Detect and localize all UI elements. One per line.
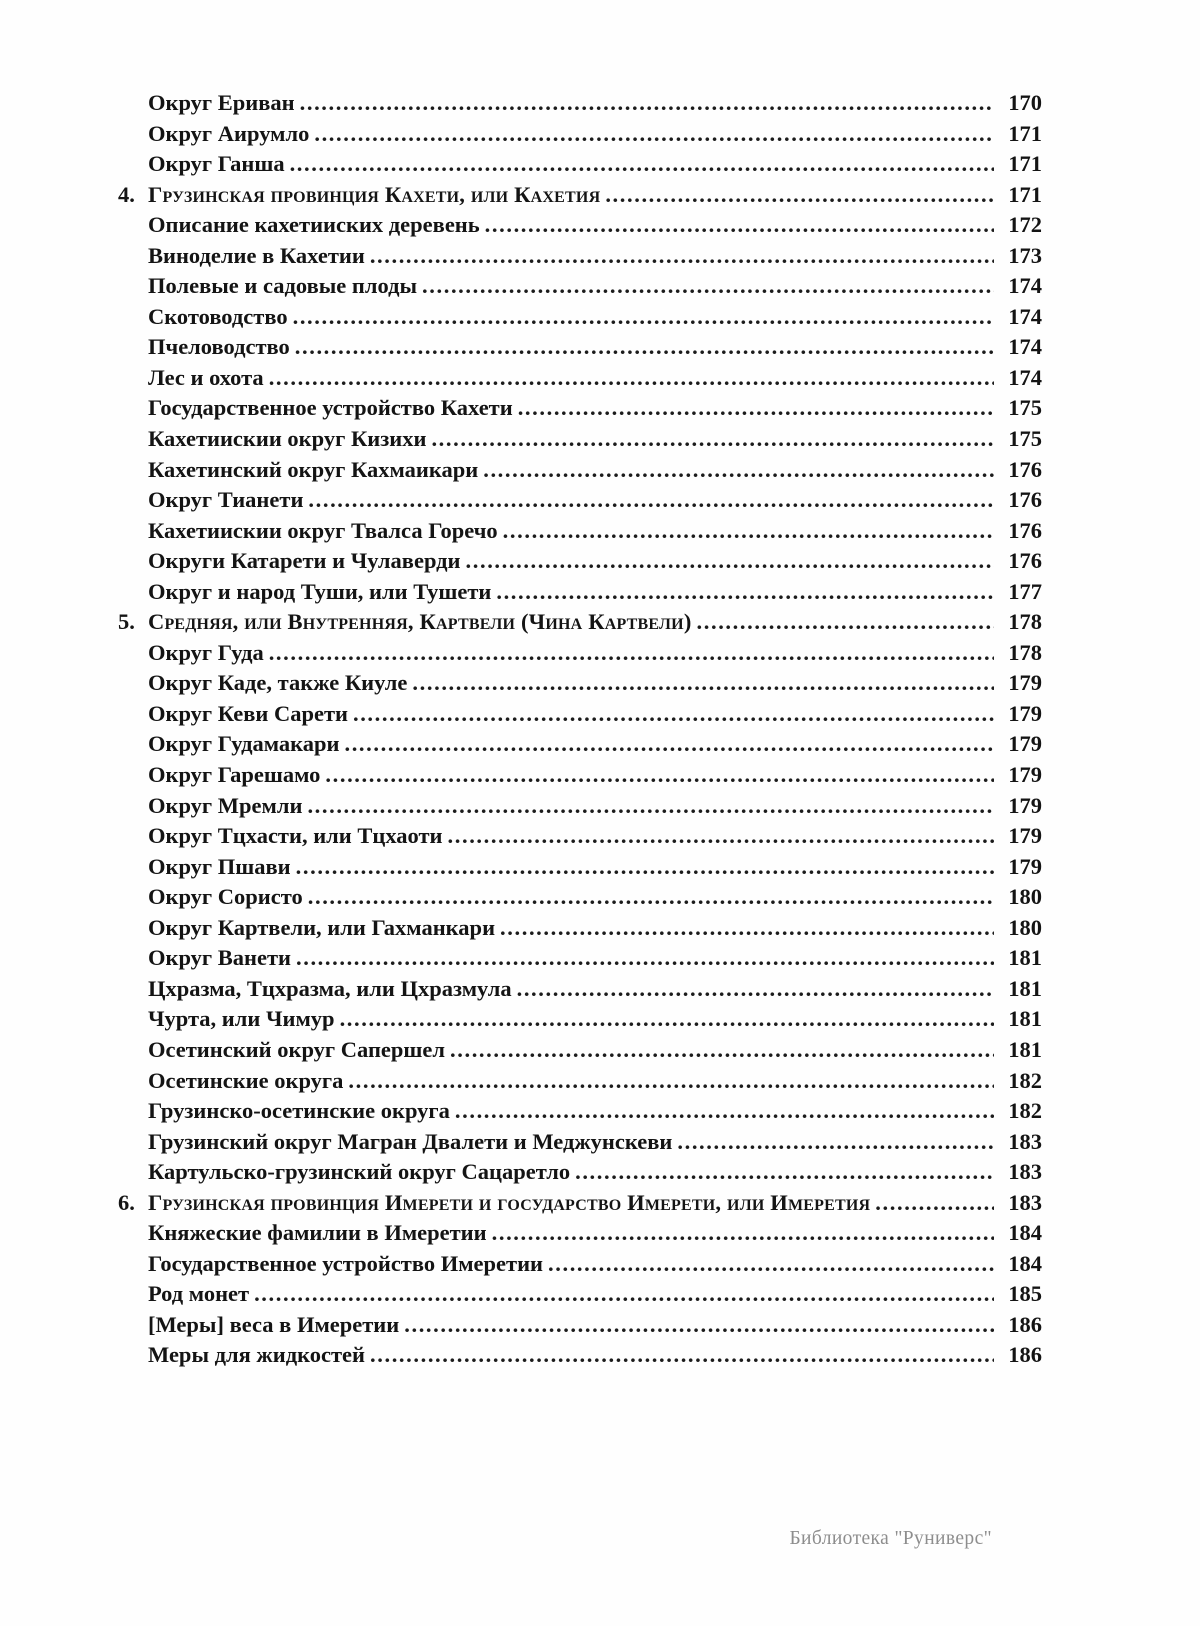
library-watermark: Библиотека "Руниверс": [789, 1528, 992, 1549]
dot-leader: [697, 609, 994, 635]
dot-leader: [404, 1312, 994, 1338]
dot-leader: [293, 304, 994, 330]
toc-entry-title: Осетинский округ Сапершел: [148, 1036, 446, 1062]
toc-entry-page: 184: [1008, 1220, 1042, 1246]
dot-leader: [296, 945, 994, 971]
dot-leader: [448, 823, 994, 849]
dot-leader: [295, 334, 994, 360]
toc-entry: [118, 365, 1042, 396]
toc-entry-page: 182: [1008, 1098, 1042, 1124]
toc-entry-page: 176: [1008, 487, 1042, 513]
toc-entry: [118, 731, 1042, 762]
toc-entry-page: 172: [1008, 212, 1042, 238]
toc-entry: [118, 1037, 1042, 1068]
toc-entry: [118, 334, 1042, 365]
toc-entry: [118, 640, 1042, 671]
toc-entry: [118, 1068, 1042, 1099]
toc-entry-page: 183: [1008, 1189, 1042, 1215]
toc-entry: [118, 1281, 1042, 1312]
toc-entry-page: 179: [1008, 762, 1042, 788]
toc-entry: [118, 1006, 1042, 1037]
toc-entry: [118, 426, 1042, 457]
toc-entry-page: 181: [1008, 945, 1042, 971]
toc-entry: [118, 151, 1042, 182]
toc-entry: [118, 273, 1042, 304]
dot-leader: [485, 212, 994, 238]
dot-leader: [518, 395, 994, 421]
toc-entry: [118, 670, 1042, 701]
dot-leader: [340, 1006, 994, 1032]
toc-entry-title: Государственное устройство Имеретии: [148, 1250, 544, 1276]
dot-leader: [412, 670, 994, 696]
dot-leader: [370, 243, 994, 269]
toc-entry-page: 176: [1008, 548, 1042, 574]
toc-entry: [118, 823, 1042, 854]
toc-entry-title: Округ Мремли: [148, 792, 303, 818]
toc-entry: [118, 579, 1042, 610]
toc-entry-page: 175: [1008, 426, 1042, 452]
toc-entry: [118, 701, 1042, 732]
toc-entry-title: Государственное устройство Кахети: [148, 395, 513, 421]
toc-entry: [118, 182, 1042, 213]
toc-entry: [118, 793, 1042, 824]
toc-entry-page: 173: [1008, 242, 1042, 268]
dot-leader: [466, 548, 994, 574]
toc-entry-title: Округ Ганша: [148, 151, 285, 177]
toc-entry-page: 174: [1008, 364, 1042, 390]
toc-entry-title: Средняя, или Внутренняя, Картвели (Чина Картвели): [148, 609, 692, 635]
toc-entry-page: 174: [1008, 334, 1042, 360]
toc-entry-page: 180: [1008, 914, 1042, 940]
toc-entry-page: 185: [1008, 1281, 1042, 1307]
toc-entry: [118, 1159, 1042, 1190]
toc-entry-page: 175: [1008, 395, 1042, 421]
toc-entry: [118, 945, 1042, 976]
toc-entry-title: Грузинский округ Магран Двалети и Меджунскеви: [148, 1128, 673, 1154]
toc-entry: [118, 1312, 1042, 1343]
toc-entry-title: Княжеские фамилии в Имеретии: [148, 1220, 487, 1246]
toc-entry-page: 182: [1008, 1067, 1042, 1093]
toc-entry-page: 179: [1008, 731, 1042, 757]
toc-entry-page: 186: [1008, 1342, 1042, 1368]
toc-entry-page: 179: [1008, 700, 1042, 726]
dot-leader: [325, 762, 994, 788]
toc-entry-title: [Меры] веса в Имеретии: [148, 1311, 400, 1337]
dot-leader: [455, 1098, 994, 1124]
toc-entry: [118, 548, 1042, 579]
toc-entry-title: Округ Каде, также Киуле: [148, 670, 408, 696]
dot-leader: [296, 854, 994, 880]
toc-entry-title: Округ Ериван: [148, 90, 295, 115]
toc-entry-page: 171: [1008, 120, 1042, 146]
toc-entry-number: 6.: [118, 1189, 135, 1215]
toc-entry-page: 184: [1008, 1250, 1042, 1276]
toc-entry-page: 176: [1008, 456, 1042, 482]
toc-entry: [118, 457, 1042, 488]
toc-entry: [118, 609, 1042, 640]
toc-entry-page: 174: [1008, 273, 1042, 299]
toc-entry-title: Грузинско-осетинские округа: [148, 1098, 450, 1124]
toc-entry-page: 186: [1008, 1311, 1042, 1337]
toc-entry-title: Округ Гудамакари: [148, 731, 340, 757]
toc-entry-page: 176: [1008, 517, 1042, 543]
dot-leader: [677, 1129, 994, 1155]
dot-leader: [483, 457, 994, 483]
toc-entry: [118, 1220, 1042, 1251]
dot-leader: [344, 731, 994, 757]
dot-leader: [308, 884, 994, 910]
toc-entry: [118, 1251, 1042, 1282]
toc-entry-title: Цхразма, Тцхразма, или Цхразмула: [148, 975, 512, 1001]
toc-entry-title: Кахетиискии округ Кизихи: [148, 426, 427, 452]
toc-entry-page: 178: [1008, 609, 1042, 635]
toc-entry-page: 171: [1008, 181, 1042, 207]
toc-entry-title: Кахетинский округ Кахмаикари: [148, 456, 479, 482]
dot-leader: [348, 1068, 994, 1094]
toc-entry-title: Округи Катарети и Чулаверди: [148, 548, 461, 574]
dot-leader: [500, 915, 994, 941]
dot-leader: [290, 151, 994, 177]
table-of-contents: [118, 90, 1042, 1373]
toc-entry-page: 179: [1008, 853, 1042, 879]
toc-entry-title: Картульско-грузинский округ Сацаретло: [148, 1159, 571, 1185]
toc-entry-title: Округ и народ Туши, или Тушети: [148, 578, 492, 604]
toc-entry-title: Кахетиискии округ Твалса Горечо: [148, 517, 498, 543]
dot-leader: [875, 1190, 994, 1216]
toc-entry-title: Меры для жидкостей: [148, 1342, 366, 1368]
toc-entry-number: 4.: [118, 181, 135, 207]
toc-entry-title: Виноделие в Кахетии: [148, 242, 365, 268]
dot-leader: [492, 1220, 994, 1246]
toc-entry-title: Округ Аирумло: [148, 120, 310, 146]
dot-leader: [300, 90, 994, 116]
toc-entry: [118, 884, 1042, 915]
toc-entry-number: 5.: [118, 609, 135, 635]
dot-leader: [548, 1251, 994, 1277]
toc-entry-page: 183: [1008, 1128, 1042, 1154]
toc-entry-page: 181: [1008, 1006, 1042, 1032]
toc-entry-title: Род монет: [148, 1281, 250, 1307]
dot-leader: [307, 793, 994, 819]
toc-entry-title: Округ Тианети: [148, 487, 304, 513]
dot-leader: [575, 1159, 994, 1185]
toc-entry-title: Округ Картвели, или Гахманкари: [148, 914, 496, 940]
toc-entry-page: 179: [1008, 792, 1042, 818]
toc-entry: [118, 1129, 1042, 1160]
dot-leader: [370, 1342, 994, 1368]
toc-entry-title: Округ Гуда: [148, 639, 264, 665]
dot-leader: [353, 701, 994, 727]
toc-entry-page: 171: [1008, 151, 1042, 177]
toc-entry: [118, 915, 1042, 946]
toc-entry: [118, 1342, 1042, 1373]
dot-leader: [503, 518, 994, 544]
toc-entry-title: Скотоводство: [148, 303, 288, 329]
toc-entry: [118, 518, 1042, 549]
toc-entry-title: Грузинская провинция Кахети, или Кахетия: [148, 181, 601, 207]
toc-entry-title: Округ Тцхасти, или Тцхаоти: [148, 823, 443, 849]
dot-leader: [269, 365, 994, 391]
dot-leader: [254, 1281, 994, 1307]
toc-entry: [118, 487, 1042, 518]
dot-leader: [308, 487, 994, 513]
dot-leader: [496, 579, 994, 605]
toc-entry: [118, 212, 1042, 243]
toc-entry: [118, 243, 1042, 274]
toc-entry: [118, 121, 1042, 152]
toc-entry: [118, 1190, 1042, 1221]
toc-entry: [118, 976, 1042, 1007]
toc-entry-page: 181: [1008, 975, 1042, 1001]
toc-entry-page: 183: [1008, 1159, 1042, 1185]
toc-entry-page: 179: [1008, 823, 1042, 849]
toc-entry: [118, 762, 1042, 793]
toc-entry-title: Пчеловодство: [148, 334, 290, 360]
toc-entry: [118, 1098, 1042, 1129]
dot-leader: [431, 426, 994, 452]
toc-entry-page: 181: [1008, 1036, 1042, 1062]
toc-entry-page: 178: [1008, 639, 1042, 665]
dot-leader: [314, 121, 994, 147]
toc-entry-title: Округ Пшави: [148, 853, 291, 879]
toc-entry: [118, 90, 1042, 121]
dot-leader: [450, 1037, 994, 1063]
toc-entry-page: 179: [1008, 670, 1042, 696]
toc-entry: [118, 395, 1042, 426]
toc-entry-page: 174: [1008, 303, 1042, 329]
toc-entry-title: Описание кахетииских деревень: [148, 212, 480, 238]
toc-entry-title: Лес и охота: [148, 364, 264, 390]
toc-entry-page: 180: [1008, 884, 1042, 910]
toc-entry: [118, 304, 1042, 335]
toc-entry-title: Округ Кеви Сарети: [148, 700, 348, 726]
toc-entry: [118, 854, 1042, 885]
toc-entry-title: Осетинские округа: [148, 1067, 344, 1093]
toc-entry-title: Округ Ванети: [148, 945, 291, 971]
toc-entry-title: Чурта, или Чимур: [148, 1006, 335, 1032]
toc-entry-title: Округ Гарешамо: [148, 762, 321, 788]
toc-entry-title: Грузинская провинция Имерети и государство Имерети, или Имеретия: [148, 1189, 871, 1215]
dot-leader: [422, 273, 994, 299]
toc-entry-page: 170: [1008, 90, 1042, 115]
toc-entry-page: 177: [1008, 578, 1042, 604]
dot-leader: [605, 182, 994, 208]
toc-entry-title: Полевые и садовые плоды: [148, 273, 418, 299]
dot-leader: [269, 640, 994, 666]
dot-leader: [517, 976, 994, 1002]
toc-entry-title: Округ Сористо: [148, 884, 303, 910]
